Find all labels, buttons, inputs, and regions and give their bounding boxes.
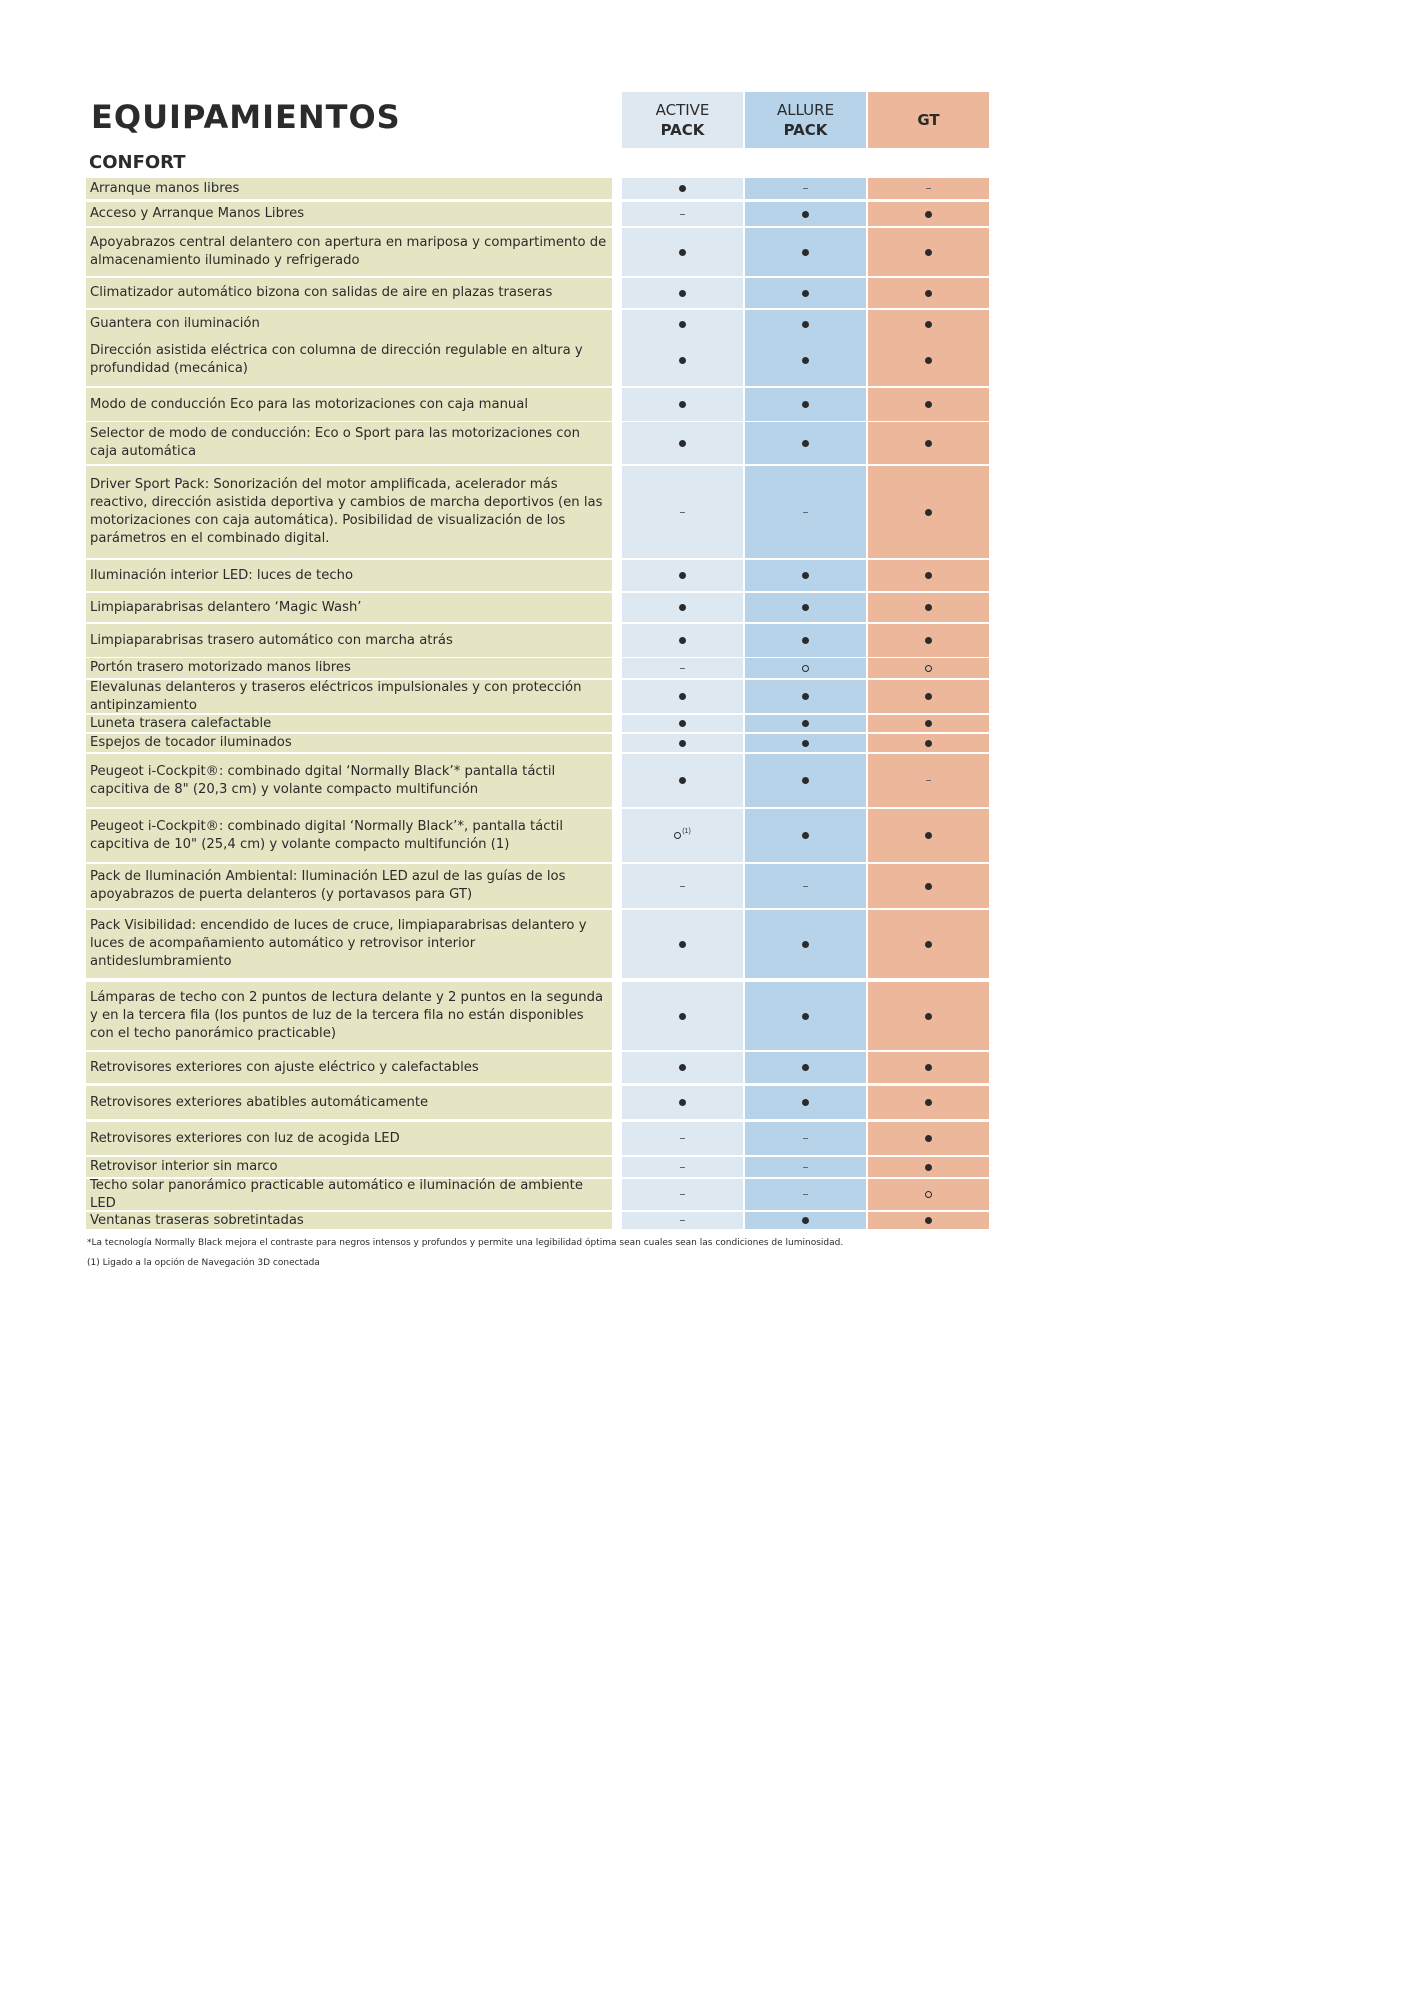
standard-dot-icon (925, 604, 932, 611)
column-header-allure-pack (745, 92, 866, 148)
cell-allure-pack (745, 334, 866, 386)
standard-dot-icon (679, 693, 686, 700)
row-label: Retrovisores exteriores abatibles automáticamente (86, 1086, 612, 1119)
not-available-dash-icon (803, 1194, 808, 1195)
row-label: Arranque manos libres (86, 178, 612, 199)
row-label: Retrovisores exteriores con luz de acogida LED (86, 1122, 612, 1155)
cell-active-pack (622, 422, 743, 464)
column-header-line1: ACTIVE (655, 101, 710, 119)
not-available-dash-icon (680, 1167, 685, 1168)
cell-gt (868, 658, 989, 678)
standard-dot-icon (802, 1013, 809, 1020)
cell-active-pack (622, 1086, 743, 1119)
standard-dot-icon (925, 249, 932, 256)
standard-dot-icon (802, 832, 809, 839)
cell-active-pack (622, 278, 743, 308)
cell-allure-pack (745, 754, 866, 807)
standard-dot-icon (679, 401, 686, 408)
cell-allure-pack (745, 1212, 866, 1229)
not-available-dash-icon (803, 512, 808, 513)
cell-allure-pack (745, 910, 866, 978)
cell-allure-pack (745, 422, 866, 464)
cell-active-pack (622, 1157, 743, 1177)
cell-gt (868, 1052, 989, 1083)
standard-dot-icon (802, 720, 809, 727)
standard-dot-icon (925, 740, 932, 747)
cell-active-pack (622, 178, 743, 199)
column-header-line1: GT (917, 111, 940, 129)
not-available-dash-icon (680, 512, 685, 513)
cell-gt (868, 1212, 989, 1229)
standard-dot-icon (802, 249, 809, 256)
cell-allure-pack (745, 1179, 866, 1210)
row-label: Pack Visibilidad: encendido de luces de cruce, limpiaparabrisas delantero y luces de acompañamiento automático y retrovisor interior antideslumbramiento (86, 910, 612, 978)
standard-dot-icon (802, 777, 809, 784)
row-label: Limpiaparabrisas delantero ‘Magic Wash’ (86, 593, 612, 622)
cell-active-pack (622, 864, 743, 908)
cell-allure-pack (745, 388, 866, 421)
standard-dot-icon (802, 1217, 809, 1224)
cell-allure-pack (745, 178, 866, 199)
not-available-dash-icon (680, 1220, 685, 1221)
cell-gt (868, 754, 989, 807)
standard-dot-icon (679, 321, 686, 328)
standard-dot-icon (679, 357, 686, 364)
page-title: EQUIPAMIENTOS (91, 98, 401, 136)
standard-dot-icon (679, 740, 686, 747)
cell-active-pack (622, 228, 743, 276)
standard-dot-icon (802, 740, 809, 747)
standard-dot-icon (925, 572, 932, 579)
standard-dot-icon (802, 941, 809, 948)
standard-dot-icon (802, 211, 809, 218)
cell-gt (868, 278, 989, 308)
standard-dot-icon (802, 604, 809, 611)
cell-active-pack (622, 593, 743, 622)
cell-active-pack (622, 715, 743, 732)
not-available-dash-icon (680, 214, 685, 215)
cell-gt (868, 228, 989, 276)
standard-dot-icon (802, 572, 809, 579)
cell-allure-pack (745, 864, 866, 908)
row-label: Peugeot i-Cockpit®: combinado dgital ‘Normally Black’* pantalla táctil capcitiva de 8" (20,3 cm) y volante compacto multifunción (86, 754, 612, 807)
cell-gt (868, 864, 989, 908)
optional-ring-icon (802, 665, 809, 672)
row-label: Climatizador automático bizona con salidas de aire en plazas traseras (86, 278, 612, 308)
cell-gt (868, 1122, 989, 1155)
cell-gt (868, 982, 989, 1050)
standard-dot-icon (679, 572, 686, 579)
footnote-ref: (1) (682, 828, 691, 835)
row-label: Lámparas de techo con 2 puntos de lectura delante y 2 puntos en la segunda y en la tercera fila (los puntos de luz de la tercera fila no están disponibles con el techo panorámico practicable) (86, 982, 612, 1050)
standard-dot-icon (802, 290, 809, 297)
row-label: Limpiaparabrisas trasero automático con marcha atrás (86, 624, 612, 657)
cell-gt (868, 734, 989, 752)
cell-active-pack (622, 658, 743, 678)
cell-active-pack (622, 680, 743, 713)
column-header-line1: ALLURE (776, 101, 835, 119)
cell-allure-pack (745, 1122, 866, 1155)
section-title-confort: CONFORT (89, 152, 186, 173)
not-available-dash-icon (803, 1167, 808, 1168)
cell-allure-pack (745, 1052, 866, 1083)
cell-allure-pack (745, 734, 866, 752)
standard-dot-icon (925, 637, 932, 644)
cell-allure-pack (745, 982, 866, 1050)
column-header-active-pack (622, 92, 743, 148)
not-available-dash-icon (680, 886, 685, 887)
cell-gt (868, 422, 989, 464)
cell-active-pack (622, 1179, 743, 1210)
standard-dot-icon (925, 211, 932, 218)
row-label: Luneta trasera calefactable (86, 715, 612, 732)
standard-dot-icon (679, 777, 686, 784)
cell-active-pack (622, 1122, 743, 1155)
cell-allure-pack (745, 680, 866, 713)
standard-dot-icon (925, 440, 932, 447)
standard-dot-icon (679, 637, 686, 644)
not-available-dash-icon (803, 886, 808, 887)
cell-active-pack (622, 466, 743, 558)
standard-dot-icon (925, 357, 932, 364)
cell-active-pack (622, 910, 743, 978)
cell-gt (868, 560, 989, 591)
standard-dot-icon (802, 401, 809, 408)
standard-dot-icon (925, 1013, 932, 1020)
row-label: Elevalunas delanteros y traseros eléctricos impulsionales y con protección antipinzamiento (86, 680, 612, 713)
cell-allure-pack (745, 593, 866, 622)
row-label: Retrovisor interior sin marco (86, 1157, 612, 1177)
row-label: Pack de Iluminación Ambiental: Iluminación LED azul de las guías de los apoyabrazos de puerta delanteros (y portavasos para GT) (86, 864, 612, 908)
row-label: Modo de conducción Eco para las motorizaciones con caja manual (86, 388, 612, 421)
row-label: Guantera con iluminación (86, 310, 612, 338)
standard-dot-icon (679, 249, 686, 256)
row-label: Retrovisores exteriores con ajuste eléctrico y calefactables (86, 1052, 612, 1083)
not-available-dash-icon (680, 1138, 685, 1139)
cell-gt (868, 1157, 989, 1177)
cell-allure-pack (745, 1086, 866, 1119)
cell-gt (868, 334, 989, 386)
standard-dot-icon (925, 1099, 932, 1106)
standard-dot-icon (925, 321, 932, 328)
cell-gt (868, 202, 989, 226)
not-available-dash-icon (680, 668, 685, 669)
cell-gt (868, 809, 989, 862)
cell-gt (868, 388, 989, 421)
cell-allure-pack (745, 624, 866, 657)
cell-allure-pack (745, 228, 866, 276)
cell-allure-pack (745, 202, 866, 226)
cell-gt (868, 715, 989, 732)
cell-allure-pack (745, 466, 866, 558)
cell-gt (868, 466, 989, 558)
cell-active-pack (622, 334, 743, 386)
optional-ring-icon (925, 665, 932, 672)
row-label: Selector de modo de conducción: Eco o Sport para las motorizaciones con caja automática (86, 422, 612, 464)
standard-dot-icon (679, 720, 686, 727)
cell-allure-pack (745, 1157, 866, 1177)
cell-active-pack (622, 202, 743, 226)
row-label: Dirección asistida eléctrica con columna de dirección regulable en altura y profundidad (mecánica) (86, 334, 612, 386)
cell-gt (868, 624, 989, 657)
column-header-line2: PACK (660, 121, 705, 139)
row-label: Peugeot i-Cockpit®: combinado digital ‘Normally Black’*, pantalla táctil capcitiva de 10" (25,4 cm) y volante compacto multifunción (1) (86, 809, 612, 862)
standard-dot-icon (679, 290, 686, 297)
cell-allure-pack (745, 809, 866, 862)
row-label: Acceso y Arranque Manos Libres (86, 202, 612, 226)
cell-gt (868, 178, 989, 199)
standard-dot-icon (679, 185, 686, 192)
standard-dot-icon (802, 693, 809, 700)
cell-active-pack (622, 734, 743, 752)
cell-active-pack (622, 809, 743, 862)
row-label: Iluminación interior LED: luces de techo (86, 560, 612, 591)
cell-active-pack (622, 754, 743, 807)
optional-ring-icon (674, 832, 681, 839)
not-available-dash-icon (926, 188, 931, 189)
standard-dot-icon (802, 357, 809, 364)
standard-dot-icon (802, 440, 809, 447)
cell-active-pack (622, 1212, 743, 1229)
cell-gt (868, 1179, 989, 1210)
optional-ring-icon (925, 1191, 932, 1198)
standard-dot-icon (925, 832, 932, 839)
footnote-normally-black: *La tecnología Normally Black mejora el contraste para negros intensos y profundos y permite una legibilidad óptima sean cuales sean las condiciones de luminosidad. (87, 1238, 844, 1248)
row-label: Techo solar panorámico practicable automático e iluminación de ambiente LED (86, 1179, 612, 1210)
standard-dot-icon (925, 1217, 932, 1224)
footnote-navigation: (1) Ligado a la opción de Navegación 3D conectada (87, 1258, 320, 1268)
standard-dot-icon (802, 321, 809, 328)
standard-dot-icon (679, 941, 686, 948)
standard-dot-icon (679, 1013, 686, 1020)
standard-dot-icon (679, 604, 686, 611)
standard-dot-icon (679, 1099, 686, 1106)
cell-gt (868, 1086, 989, 1119)
row-label: Driver Sport Pack: Sonorización del motor amplificada, acelerador más reactivo, dirección asistida deportiva y cambios de marcha deportivos (en las motorizaciones con caja automática). Posibilidad de visualización de los parámetros en el combinado digital. (86, 466, 612, 558)
cell-gt (868, 593, 989, 622)
cell-allure-pack (745, 560, 866, 591)
standard-dot-icon (925, 693, 932, 700)
not-available-dash-icon (803, 1138, 808, 1139)
column-header-line2: PACK (783, 121, 828, 139)
standard-dot-icon (802, 1099, 809, 1106)
row-label: Ventanas traseras sobretintadas (86, 1212, 612, 1229)
cell-active-pack (622, 388, 743, 421)
cell-allure-pack (745, 278, 866, 308)
not-available-dash-icon (680, 1194, 685, 1195)
column-header-gt (868, 92, 989, 148)
standard-dot-icon (679, 440, 686, 447)
cell-gt (868, 910, 989, 978)
row-label: Espejos de tocador iluminados (86, 734, 612, 752)
row-label: Apoyabrazos central delantero con apertura en mariposa y compartimento de almacenamiento iluminado y refrigerado (86, 228, 612, 276)
standard-dot-icon (925, 401, 932, 408)
standard-dot-icon (802, 637, 809, 644)
cell-allure-pack (745, 715, 866, 732)
row-label: Portón trasero motorizado manos libres (86, 658, 612, 678)
cell-active-pack (622, 1052, 743, 1083)
not-available-dash-icon (926, 780, 931, 781)
standard-dot-icon (925, 941, 932, 948)
standard-dot-icon (925, 1135, 932, 1142)
cell-active-pack (622, 982, 743, 1050)
standard-dot-icon (925, 509, 932, 516)
not-available-dash-icon (803, 188, 808, 189)
standard-dot-icon (925, 720, 932, 727)
cell-allure-pack (745, 658, 866, 678)
standard-dot-icon (925, 1164, 932, 1171)
standard-dot-icon (802, 1064, 809, 1071)
standard-dot-icon (925, 1064, 932, 1071)
cell-active-pack (622, 624, 743, 657)
standard-dot-icon (925, 290, 932, 297)
standard-dot-icon (925, 883, 932, 890)
cell-active-pack (622, 560, 743, 591)
cell-gt (868, 680, 989, 713)
standard-dot-icon (679, 1064, 686, 1071)
